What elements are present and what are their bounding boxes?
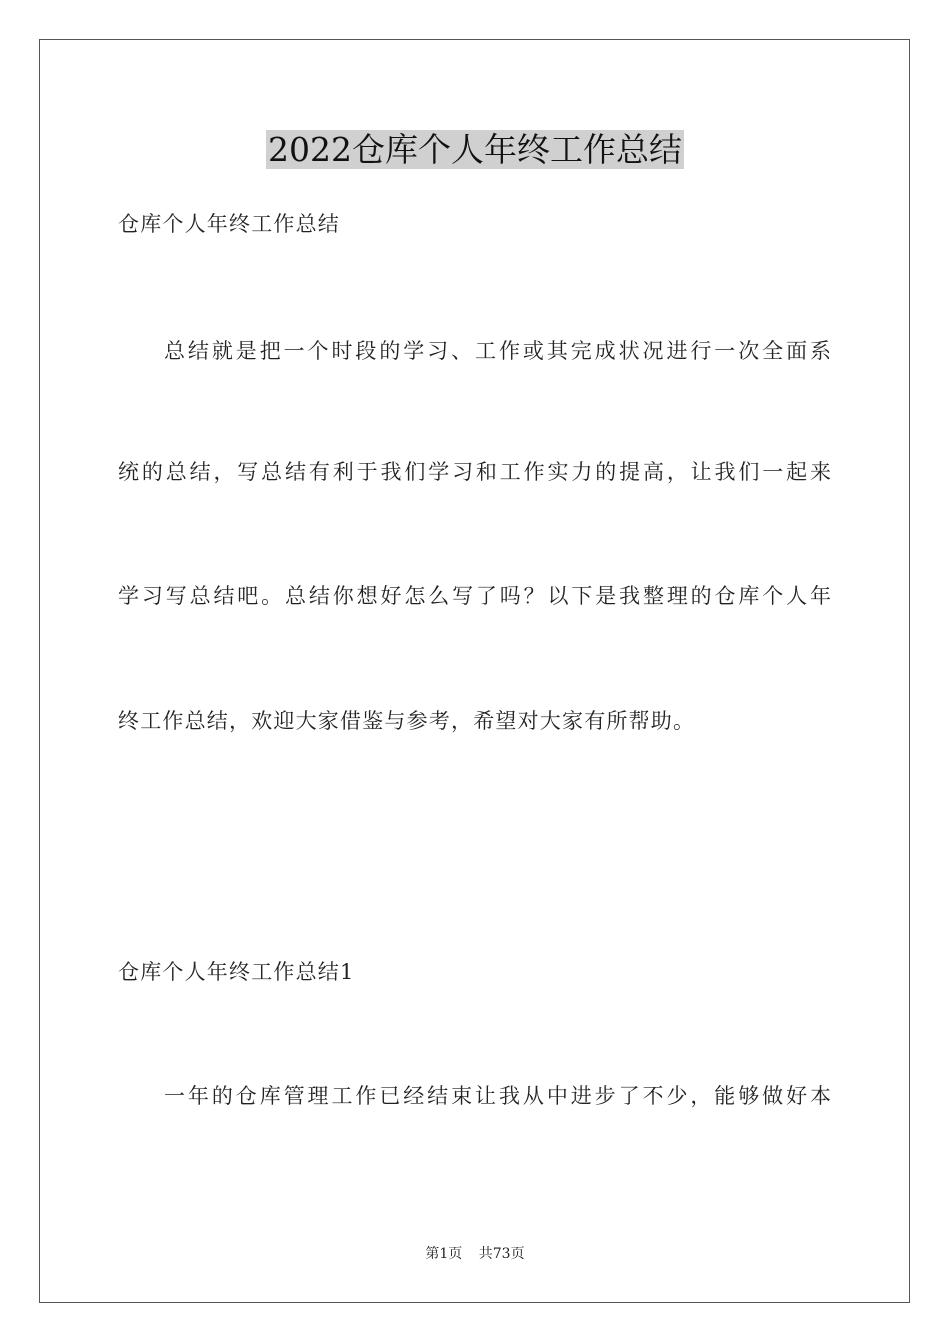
document-subtitle: 仓库个人年终工作总结	[118, 212, 340, 236]
intro-line-1: 总结就是把一个时段的学习、工作或其完成状况进行一次全面系	[164, 339, 831, 363]
page-number: 第1页	[425, 1246, 463, 1262]
intro-line-2: 统的总结，写总结有利于我们学习和工作实力的提高，让我们一起来	[118, 460, 831, 484]
section-line-1: 一年的仓库管理工作已经结束让我从中进步了不少，能够做好本	[164, 1084, 831, 1108]
intro-line-4: 终工作总结，欢迎大家借鉴与参考，希望对大家有所帮助。	[118, 709, 696, 733]
page-footer	[0, 1244, 950, 1264]
document-title-text: 2022仓库个人年终工作总结	[268, 130, 682, 169]
intro-line-3: 学习写总结吧。总结你想好怎么写了吗？以下是我整理的仓库个人年	[118, 584, 831, 608]
document-title	[0, 128, 950, 172]
section-heading: 仓库个人年终工作总结1	[118, 960, 355, 984]
page-total: 共73页	[478, 1246, 525, 1262]
